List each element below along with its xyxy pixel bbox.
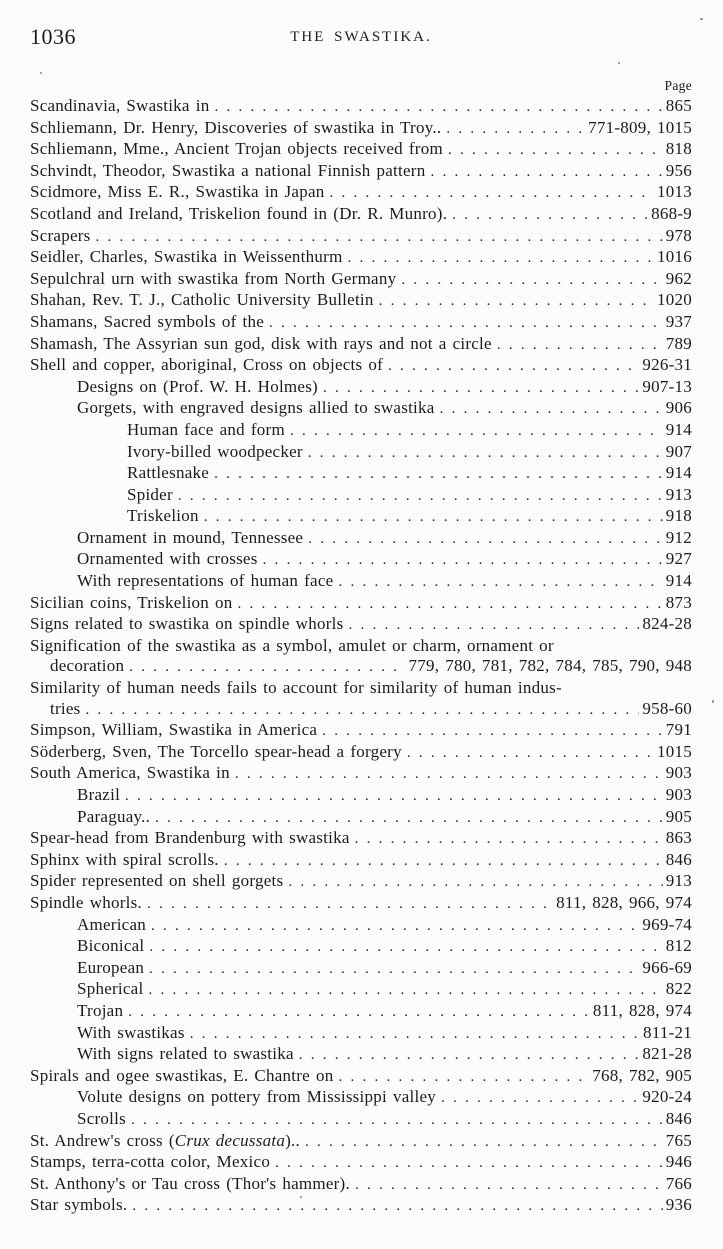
dot-leader — [348, 247, 654, 269]
entry-text: Star symbols. — [30, 1195, 128, 1215]
dot-leader — [224, 850, 663, 872]
index-entry — [30, 720, 692, 742]
dot-leader — [214, 96, 662, 118]
entry-text: With swastikas — [77, 1022, 185, 1042]
entry-text: Paraguay.. — [77, 806, 151, 826]
entry-pages: 824-28 — [642, 614, 692, 634]
dot-leader — [238, 593, 663, 615]
entry-pages: 766 — [665, 1173, 692, 1193]
dot-leader — [129, 656, 405, 678]
entry-text: St. Andrew's cross ( — [30, 1130, 175, 1150]
dot-leader — [330, 182, 654, 204]
entry-text: Scrapers — [30, 225, 91, 245]
dot-leader — [430, 161, 662, 183]
entry-pages: 903 — [665, 763, 692, 783]
dot-leader — [275, 1152, 663, 1174]
entry-text: Rattlesnake — [127, 463, 210, 483]
entry-pages: 865 — [665, 96, 692, 115]
entry-pages: 903 — [665, 785, 692, 804]
dot-leader — [446, 118, 585, 140]
entry-text: South America, Swastika in — [30, 763, 230, 783]
index-entry — [30, 161, 692, 183]
index-entry — [30, 678, 692, 699]
dot-leader — [86, 699, 640, 721]
index-entry — [30, 1023, 692, 1045]
entry-pages: 811, 828, 974 — [592, 1000, 692, 1020]
index-entry — [30, 139, 692, 161]
entry-text: European — [77, 957, 145, 977]
entry-text: Shell and copper, aboriginal, Cross on objects of — [30, 355, 384, 375]
entry-pages: 1013 — [657, 182, 692, 202]
entry-pages: 906 — [665, 398, 692, 418]
entry-pages: 946 — [665, 1152, 692, 1172]
dot-leader — [322, 720, 663, 742]
entry-pages: 962 — [665, 268, 692, 288]
index-entry — [30, 549, 692, 571]
entry-pages: 912 — [665, 527, 692, 547]
dot-leader — [338, 571, 662, 593]
entry-pages: 920-24 — [642, 1087, 692, 1107]
entry-text: Spirals and ogee swastikas, E. Chantre on — [30, 1065, 334, 1085]
dot-leader — [214, 463, 663, 485]
entry-text: Schliemann, Mme., Ancient Trojan objects received from — [30, 139, 443, 159]
entry-pages: 1020 — [657, 290, 692, 310]
index-entry — [30, 528, 692, 550]
dot-leader — [288, 871, 662, 893]
dot-leader — [299, 1044, 640, 1066]
entry-text: Spherical — [77, 979, 144, 999]
dot-leader — [151, 915, 639, 937]
scan-speck — [618, 62, 620, 64]
index-entry — [30, 1131, 692, 1153]
entry-text: American — [77, 914, 147, 934]
dot-leader — [128, 1001, 590, 1023]
entry-pages: 905 — [665, 806, 692, 826]
entry-pages: 956 — [665, 160, 692, 180]
index-entry — [30, 636, 692, 657]
index-entry — [30, 1066, 692, 1088]
scan-speck — [700, 18, 703, 20]
dot-leader — [401, 269, 662, 291]
dot-leader — [338, 1066, 589, 1088]
entry-text: Shamans, Sacred symbols of the — [30, 311, 264, 331]
entry-pages: 822 — [665, 979, 692, 999]
entry-text: Spider — [127, 484, 173, 504]
entry-pages: 811, 828, 966, 974 — [556, 892, 692, 912]
entry-pages: 913 — [665, 871, 692, 891]
page-column-label: Page — [664, 78, 692, 93]
entry-text: Spider represented on shell gorgets — [30, 871, 284, 891]
entry-pages: 978 — [665, 225, 692, 245]
entry-pages: 818 — [665, 139, 692, 159]
dot-leader — [155, 807, 663, 829]
dot-leader — [290, 420, 663, 442]
entry-text: Spear-head from Brandenburg with swastika — [30, 828, 350, 848]
dot-leader — [204, 506, 663, 528]
entry-text: Human face and form — [127, 419, 285, 439]
scan-speck — [300, 1196, 302, 1198]
index-entry — [30, 571, 692, 593]
index-entry — [30, 871, 692, 893]
entry-pages: 1016 — [657, 247, 692, 267]
dot-leader — [452, 204, 648, 226]
entry-text: Shahan, Rev. T. J., Catholic University Bulletin — [30, 290, 374, 310]
entry-text: Simpson, William, Swastika in America — [30, 720, 318, 740]
index-entry — [30, 1087, 692, 1109]
entry-pages: 958-60 — [642, 698, 692, 718]
entry-text: Sepulchral urn with swastika from North Germany — [30, 268, 397, 288]
entry-pages: 907 — [665, 441, 692, 461]
entry-text: With representations of human face — [77, 571, 334, 591]
dot-leader — [305, 1131, 663, 1153]
index-entry — [30, 915, 692, 937]
index-entry-list — [30, 96, 692, 1217]
index-entry — [30, 656, 692, 678]
index-entry — [30, 506, 692, 528]
entry-pages: 765 — [665, 1130, 692, 1150]
dot-leader — [96, 226, 663, 248]
index-entry — [30, 118, 692, 140]
dot-leader — [355, 828, 663, 850]
scan-speck — [40, 72, 42, 74]
index-entry — [30, 312, 692, 334]
entry-text-post: ).. — [285, 1130, 300, 1150]
entry-text: Stamps, terra-cotta color, Mexico — [30, 1152, 271, 1172]
dot-leader — [448, 139, 663, 161]
index-entry — [30, 355, 692, 377]
entry-pages: 821-28 — [642, 1044, 692, 1064]
index-entry — [30, 1001, 692, 1023]
entry-text: Scrolls — [77, 1108, 126, 1128]
page-header — [30, 24, 692, 58]
index-entry — [30, 936, 692, 958]
entry-pages: 811-21 — [642, 1022, 692, 1042]
dot-leader — [263, 549, 663, 571]
scan-speck — [712, 700, 714, 703]
entry-text: Sicilian coins, Triskelion on — [30, 592, 233, 612]
index-entry — [30, 463, 692, 485]
index-entry — [30, 1044, 692, 1066]
index-entry — [30, 226, 692, 248]
entry-text: Shamash, The Assyrian sun god, disk with rays and not a circle — [30, 333, 492, 353]
dot-leader — [308, 442, 663, 464]
page-number: 1036 — [30, 24, 76, 49]
entry-pages: 768, 782, 905 — [592, 1065, 692, 1085]
entry-pages: 936 — [665, 1195, 692, 1215]
entry-text: Ornamented with crosses — [77, 549, 258, 569]
entry-pages: 914 — [665, 571, 692, 591]
dot-leader — [149, 936, 662, 958]
entry-text: Biconical — [77, 936, 145, 956]
dot-leader — [125, 785, 663, 807]
index-entry — [30, 699, 692, 721]
entry-pages: 926-31 — [642, 355, 692, 375]
entry-pages: 771-809, 1015 — [588, 117, 692, 137]
index-entry — [30, 807, 692, 829]
entry-text: St. Anthony's or Tau cross (Thor's hammer). — [30, 1173, 350, 1193]
index-entry — [30, 593, 692, 615]
entry-pages: 914 — [665, 419, 692, 439]
entry-pages: 789 — [665, 333, 692, 353]
index-entry — [30, 785, 692, 807]
index-entry — [30, 893, 692, 915]
dot-leader — [440, 398, 663, 420]
entry-pages: 846 — [665, 849, 692, 869]
dot-leader — [441, 1087, 639, 1109]
index-entry — [30, 850, 692, 872]
entry-text: Scidmore, Miss E. R., Swastika in Japan — [30, 182, 325, 202]
index-entry — [30, 398, 692, 420]
index-entry — [30, 485, 692, 507]
dot-leader — [269, 312, 663, 334]
entry-text: Söderberg, Sven, The Torcello spear-head a forgery — [30, 741, 402, 761]
dot-leader — [235, 763, 663, 785]
index-entry — [30, 269, 692, 291]
entry-text: Similarity of human needs fails to account for similarity of human indus- — [30, 678, 562, 698]
index-entry — [30, 958, 692, 980]
dot-leader — [147, 893, 553, 915]
dot-leader — [178, 485, 663, 507]
entry-pages: 863 — [665, 828, 692, 848]
entry-text: Volute designs on pottery from Mississippi valley — [77, 1087, 437, 1107]
entry-text: Gorgets, with engraved designs allied to swastika — [77, 398, 435, 418]
entry-pages: 918 — [665, 506, 692, 526]
dot-leader — [407, 742, 654, 764]
entry-pages: 907-13 — [642, 376, 692, 396]
index-entry — [30, 763, 692, 785]
dot-leader — [388, 355, 639, 377]
index-entry — [30, 290, 692, 312]
index-entry — [30, 979, 692, 1001]
index-entry — [30, 377, 692, 399]
entry-text: Ivory-billed woodpecker — [127, 441, 303, 461]
entry-text: Schvindt, Theodor, Swastika a national Finnish pattern — [30, 160, 426, 180]
entry-pages: 791 — [665, 720, 692, 740]
dot-leader — [132, 1195, 662, 1217]
entry-text: Seidler, Charles, Swastika in Weissenthurm — [30, 247, 343, 267]
entry-text: decoration — [50, 656, 125, 676]
dot-leader — [348, 614, 639, 636]
index-entry — [30, 420, 692, 442]
entry-text: Spindle whorls. — [30, 892, 142, 912]
index-entry — [30, 828, 692, 850]
entry-text: Triskelion — [127, 506, 199, 526]
entry-pages: 914 — [665, 463, 692, 483]
dot-leader — [355, 1174, 663, 1196]
dot-leader — [379, 290, 654, 312]
index-entry — [30, 96, 692, 118]
dot-leader — [190, 1023, 640, 1045]
dot-leader — [149, 958, 639, 980]
index-entry — [30, 614, 692, 636]
dot-leader — [308, 528, 663, 550]
entry-pages: 969-74 — [642, 914, 692, 934]
entry-text: Ornament in mound, Tennessee — [77, 527, 304, 547]
entry-text: tries — [50, 698, 81, 718]
entry-pages: 1015 — [657, 741, 692, 761]
running-title: THE SWASTIKA. — [290, 29, 432, 45]
entry-text: Sphinx with spiral scrolls. — [30, 849, 219, 869]
entry-text-italic: Crux decussata — [174, 1130, 286, 1150]
index-entry — [30, 247, 692, 269]
index-entry — [30, 442, 692, 464]
entry-text: Signification of the swastika as a symbol, amulet or charm, ornament or — [30, 635, 554, 655]
entry-text: Signs related to swastika on spindle whorls — [30, 614, 344, 634]
index-entry — [30, 182, 692, 204]
entry-text: Designs on (Prof. W. H. Holmes) — [77, 376, 318, 396]
index-entry — [30, 1174, 692, 1196]
entry-pages: 846 — [665, 1108, 692, 1128]
entry-text: Schliemann, Dr. Henry, Discoveries of swastika in Troy.. — [30, 117, 442, 137]
dot-leader — [323, 377, 639, 399]
entry-pages: 937 — [665, 311, 692, 331]
entry-text: Trojan — [77, 1000, 124, 1020]
entry-pages: 868-9 — [651, 203, 692, 223]
entry-pages: 927 — [665, 549, 692, 569]
entry-text: Scandinavia, Swastika in — [30, 96, 210, 115]
entry-pages: 779, 780, 781, 782, 784, 785, 790, 948 — [408, 656, 692, 676]
dot-leader — [497, 334, 663, 356]
index-entry — [30, 204, 692, 226]
index-entry — [30, 1195, 692, 1217]
entry-pages: 812 — [665, 936, 692, 956]
index-entry — [30, 742, 692, 764]
dot-leader — [131, 1109, 663, 1131]
entry-text: Scotland and Ireland, Triskelion found in (Dr. R. Munro). — [30, 203, 448, 223]
entry-text: Brazil — [77, 785, 121, 804]
entry-pages: 873 — [665, 592, 692, 612]
index-entry — [30, 1109, 692, 1131]
dot-leader — [148, 979, 662, 1001]
entry-text: With signs related to swastika — [77, 1044, 294, 1064]
entry-pages: 966-69 — [642, 957, 692, 977]
entry-pages: 913 — [665, 484, 692, 504]
index-entry — [30, 1152, 692, 1174]
index-entry — [30, 334, 692, 356]
